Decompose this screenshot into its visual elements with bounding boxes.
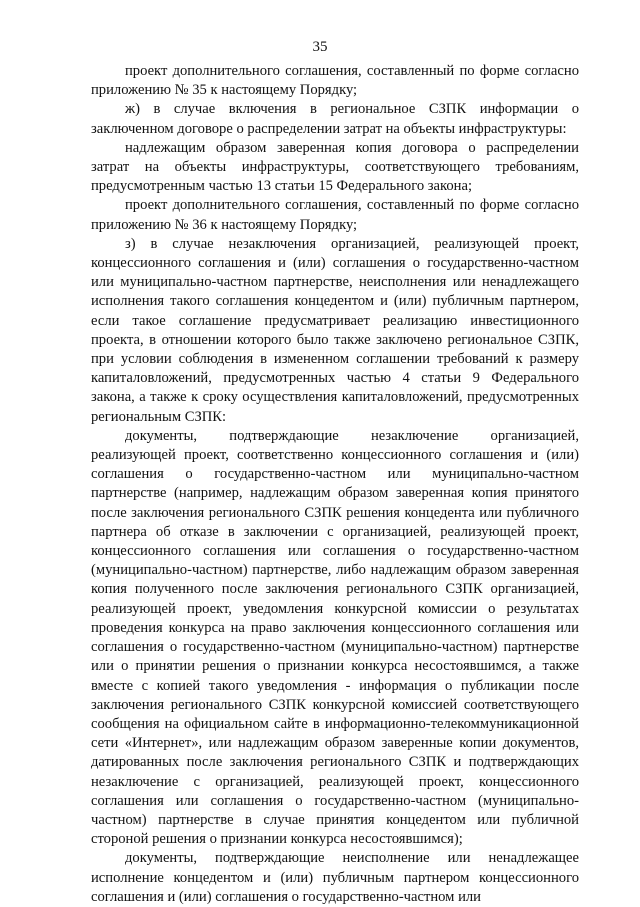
paragraph-cost-distribution-copy: надлежащим образом заверенная копия договора о распределении затрат на объекты инфраструктуры, соответствующего требованиям, предусмотренным частью 13 статьи 15 Федерального закона; xyxy=(91,139,579,195)
page-number: 35 xyxy=(312,39,328,55)
paragraph-draft-agreement-36: проект дополнительного соглашения, составленный по форме согласно приложению № 36 к настоящему Порядку; xyxy=(91,197,579,233)
paragraph-non-performance-documents: документы, подтверждающие неисполнение или ненадлежащее исполнение концедентом и (или) публичным партнером концессионного соглашения и (или) соглашения о государственно-частном или xyxy=(91,850,579,905)
paragraph-item-z: з) в случае незаключения организацией, реализующей проект, концессионного соглашения и (или) соглашения о государственно-частном или муниципально-частном партнерстве, неисполнения или ненадлежащего исполнения такого соглашения концедентом и (или) публичным партнером, если такое соглашение предусматривает реализацию инвестиционного проекта, в отношении которого было также заключено региональное СЗПК, при условии соблюдения в измененном соглашении требований к размеру капиталовложений, предусмотренных частью 4 статьи 9 Федерального закона, а также к сроку осуществления капиталовложений, предусмотренных региональным СЗПК: xyxy=(91,235,579,425)
paragraph-draft-agreement-35: проект дополнительного соглашения, составленный по форме согласно приложению № 35 к настоящему Порядку; xyxy=(91,63,579,99)
paragraph-non-conclusion-documents: документы, подтверждающие незаключение организацией, реализующей проект, соответственно концессионного соглашения и (или) соглашения о государственно-частном или муниципально-частном партнерстве (например, надлежащим образом заверенная копия принятого после заключения регионального СЗПК решения концедента или публичного партнера об отказе в заключении с организацией, реализующей проект, концессионного соглашения или соглашения о государственно-частном (муниципально-частном) партнерстве, либо надлежащим образом заверенная копия полученного после заключения регионального СЗПК организацией, реализующей проект, уведомления конкурсной комиссии о результатах проведения конкурса на право заключения концессионного соглашения или соглашения о государственно-частном (муниципально-частном) партнерстве или о принятии решения о признании конкурса несостоявшимся, а также вместе с копией такого уведомления - информация о публикации после заключения регионального СЗПК конкурсной комиссией соответствующего сообщения на официальном сайте в информационно-телекоммуникационной сети «Интернет», или надлежащим образом заверенные копии документов, датированных после заключения регионального СЗПК и подтверждающих незаключение с организацией, реализующей проект, концессионного соглашения или соглашения о государственно-частном (муниципально-частном) партнерстве в случае принятия концедентом или публичной стороной решения о признании конкурса несостоявшимся); xyxy=(91,427,579,848)
paragraph-item-zh: ж) в случае включения в региональное СЗПК информации о заключенном договоре о распределении затрат на объекты инфраструктуры: xyxy=(91,101,579,137)
document-body xyxy=(91,62,579,907)
